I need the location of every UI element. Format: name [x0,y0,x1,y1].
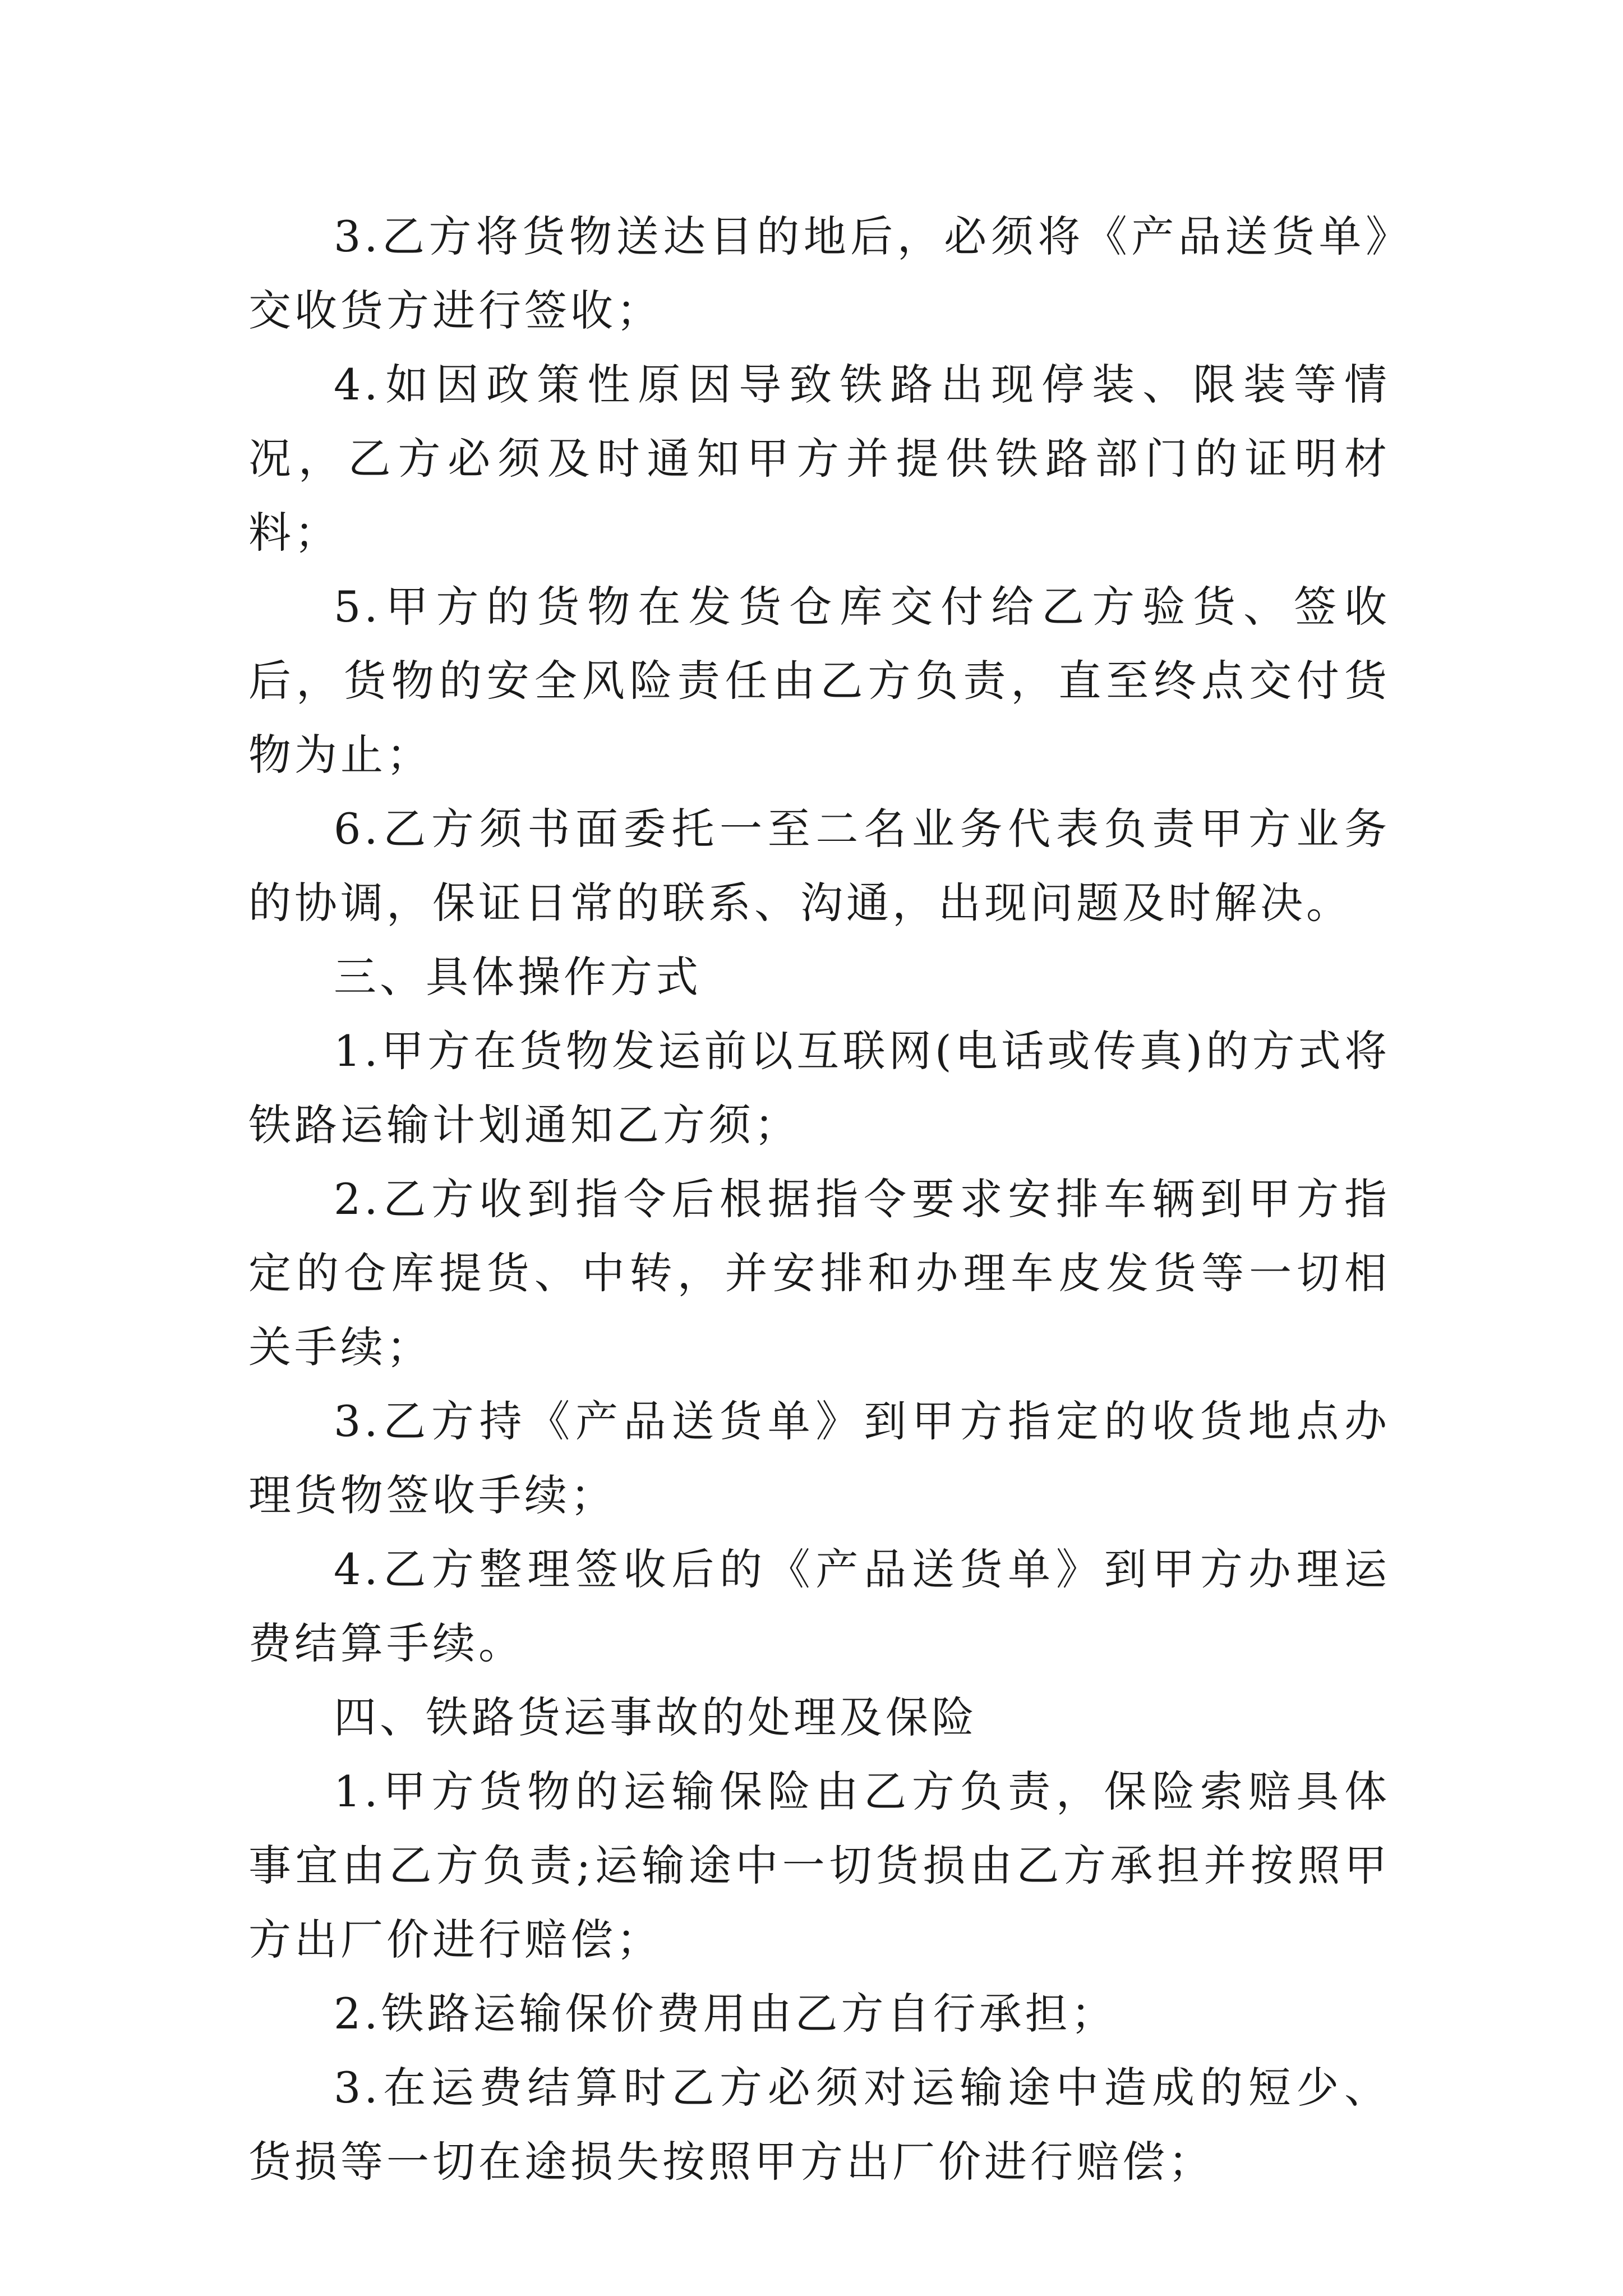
clause-3-4: 4.乙方整理签收后的《产品送货单》到甲方办理运费结算手续。 [248,1544,1390,1668]
document-page [248,200,1390,2199]
clause-2-3: 3.乙方将货物送达目的地后，必须将《产品送货单》交收货方进行签收； [248,211,1390,335]
section-heading-3: 三、具体操作方式 [334,952,702,1002]
clause-2-6: 6.乙方须书面委托一至二名业务代表负责甲方业务的协调，保证日常的联系、沟通，出现问题及时解决。 [248,804,1390,928]
clause-2-5: 5.甲方的货物在发货仓库交付给乙方验货、签收后，货物的安全风险责任由乙方负责，直至终点交付货物为止； [248,582,1390,780]
section-heading-4: 四、铁路货运事故的处理及保险 [334,1692,978,1742]
clause-4-3: 3.在运费结算时乙方必须对运输途中造成的短少、货损等一切在途损失按照甲方出厂价进行赔偿； [248,2063,1390,2187]
clause-3-1: 1.甲方在货物发运前以互联网(电话或传真)的方式将铁路运输计划通知乙方须； [248,1026,1390,1150]
clause-4-1: 1.甲方货物的运输保险由乙方负责，保险索赔具体事宜由乙方负责;运输途中一切货损由乙方承担并按照甲方出厂价进行赔偿； [248,1766,1390,1964]
clause-3-2: 2.乙方收到指令后根据指令要求安排车辆到甲方指定的仓库提货、中转，并安排和办理车皮发货等一切相关手续； [248,1174,1390,1372]
clause-4-2: 2.铁路运输保价费用由乙方自行承担； [334,1989,1117,2039]
clause-3-3: 3.乙方持《产品送货单》到甲方指定的收货地点办理货物签收手续； [248,1396,1390,1520]
clause-2-4: 4.如因政策性原因导致铁路出现停装、限装等情况，乙方必须及时通知甲方并提供铁路部门的证明材料； [248,360,1390,558]
